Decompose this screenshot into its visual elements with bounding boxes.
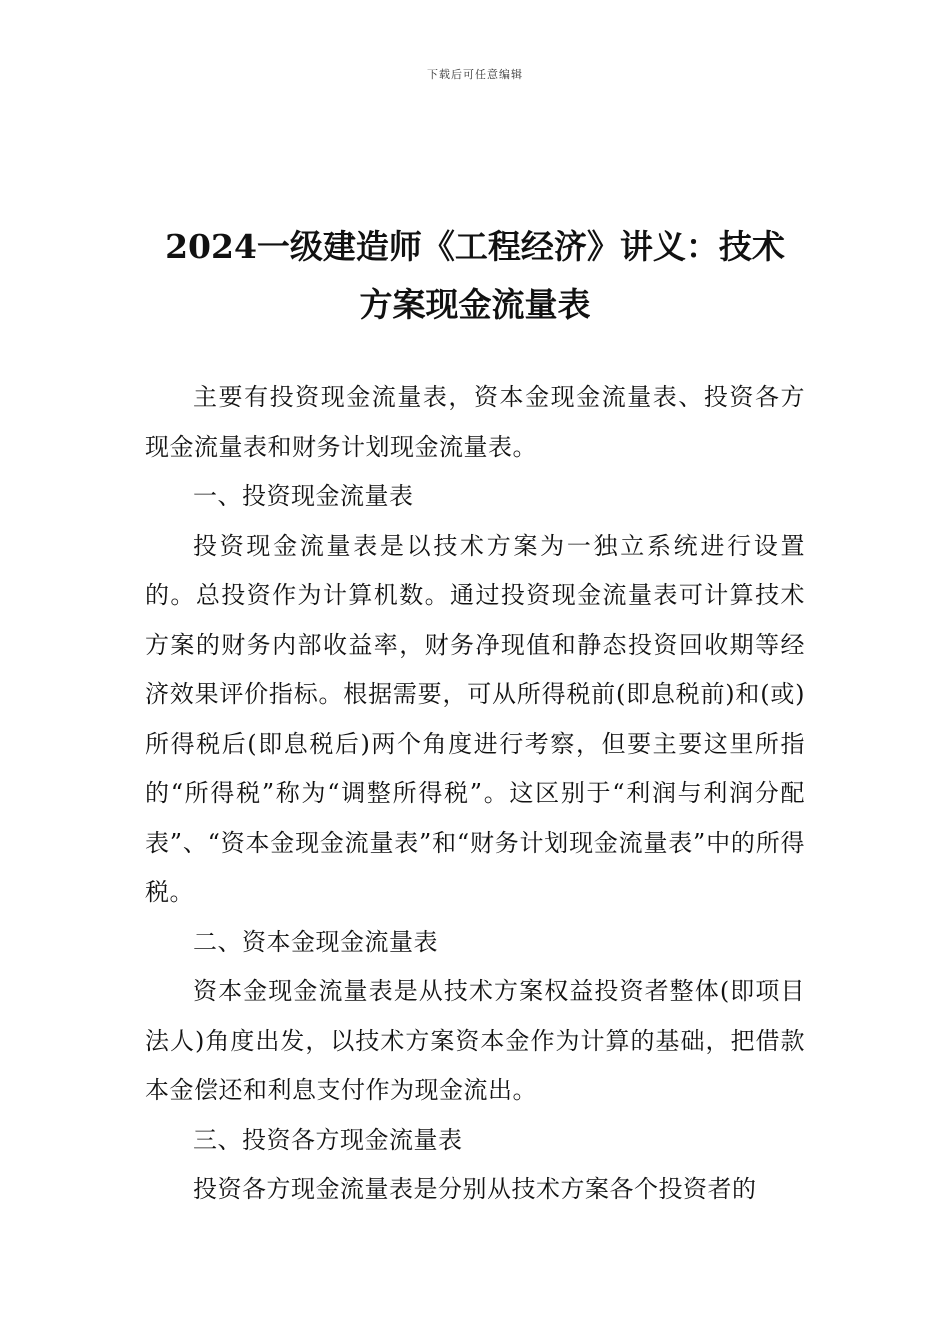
document-title-line-1: 2024一级建造师《工程经济》讲义：技术 — [165, 227, 785, 266]
section-heading-investment-cash-flow: 一、投资现金流量表 — [193, 482, 414, 510]
investor-cash-flow-paragraph: 投资各方现金流量表是分别从技术方案各个投资者的 — [193, 1175, 757, 1203]
intro-paragraph: 主要有投资现金流量表，资本金现金流量表、投资各方现金流量表和财务计划现金流量表。 — [145, 383, 805, 461]
investment-cash-flow-paragraph: 投资现金流量表是以技术方案为一独立系统进行设置的。总投资作为计算机数。通过投资现金流量表可计算技术方案的财务内部收益率，财务净现值和静态投资回收期等经济效果评价指标。根据需要，可从所得税前(即息税前)和(或)所得税后(即息税后)两个角度进行考察，但要主要这里所指的“所得税”称为“调整所得税”。这区别于“利润与利润分配表”、“资本金现金流量表”和“财务计划现金流量表”中的所得税。 — [145, 531, 805, 906]
capital-cash-flow-paragraph: 资本金现金流量表是从技术方案权益投资者整体(即项目法人)角度出发，以技术方案资本金作为计算的基础，把借款本金偿还和利息支付作为现金流出。 — [145, 977, 805, 1104]
document-body — [145, 373, 805, 1215]
section-heading-investor-cash-flow: 三、投资各方现金流量表 — [193, 1125, 463, 1154]
page-header-watermark: 下载后可任意编辑 — [427, 68, 523, 81]
document-title — [120, 218, 830, 334]
section-heading-capital-cash-flow: 二、资本金现金流量表 — [193, 927, 438, 956]
document-title-line-2: 方案现金流量表 — [359, 285, 591, 324]
